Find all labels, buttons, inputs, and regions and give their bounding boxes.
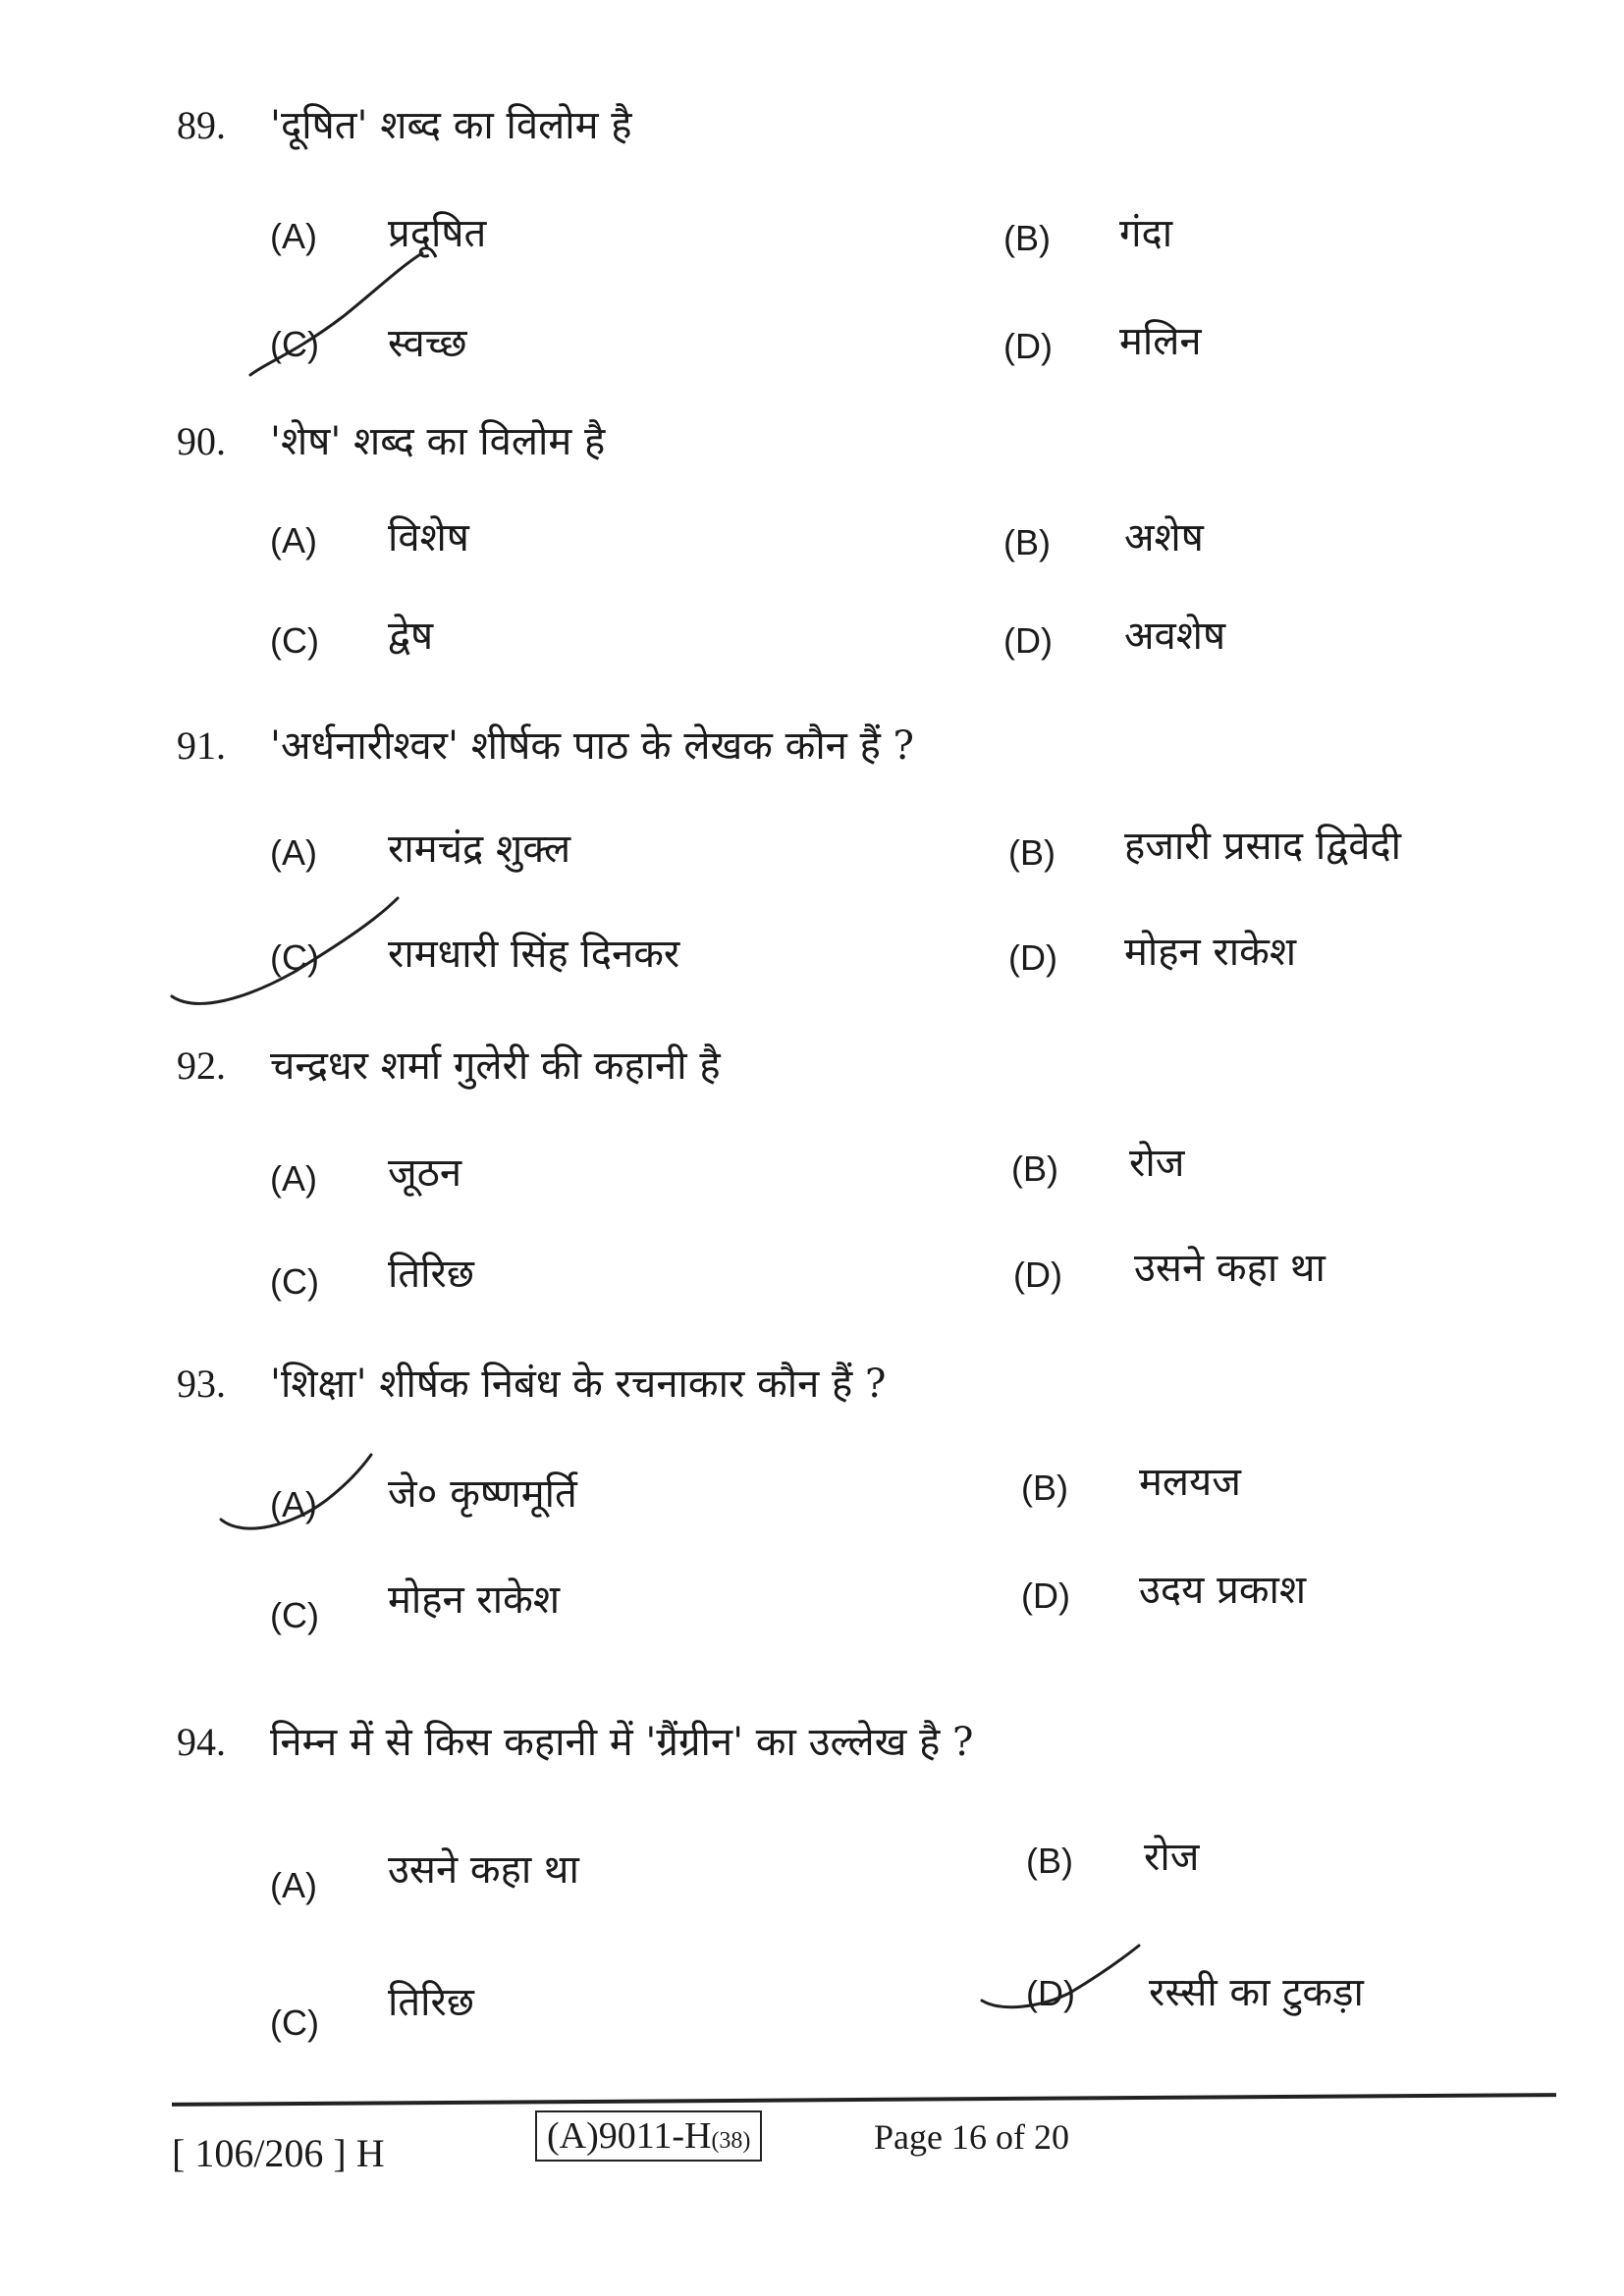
option-label: (A) — [270, 1158, 317, 1199]
option-text: रामचंद्र शुक्ल — [388, 827, 571, 872]
option-text: रामधारी सिंह दिनकर — [388, 932, 680, 977]
option-text: अशेष — [1124, 515, 1204, 561]
option-label: (B) — [1026, 1841, 1073, 1881]
option-text: तिरिछ — [388, 1980, 474, 2025]
footer-divider — [172, 2093, 1556, 2107]
question-89 — [177, 96, 631, 150]
option-label: (B) — [1011, 1148, 1058, 1189]
option-label: (A) — [270, 1484, 317, 1524]
option-text: मोहन राकेश — [1124, 930, 1297, 975]
question-91 — [177, 717, 914, 771]
option-label: (A) — [270, 832, 317, 873]
option-text: रोज — [1129, 1141, 1185, 1186]
option-label: (D) — [1008, 937, 1057, 978]
option-text: मलिन — [1119, 319, 1202, 364]
question-number: 91. — [177, 723, 226, 768]
option-text: स्वच्छ — [388, 321, 467, 366]
option-label: (C) — [270, 1261, 319, 1302]
option-text: हजारी प्रसाद द्विवेदी — [1124, 824, 1402, 869]
option-label: (D) — [1026, 1973, 1075, 2013]
question-number: 92. — [177, 1043, 226, 1088]
option-text: जे० कृष्णमूर्ति — [388, 1471, 577, 1517]
question-text: 'शेष' शब्द का विलोम है — [270, 419, 606, 464]
option-text: मोहन राकेश — [388, 1577, 561, 1623]
option-label: (A) — [270, 216, 317, 256]
option-label: (B) — [1021, 1468, 1068, 1508]
option-text: जूठन — [388, 1150, 462, 1196]
option-label: (D) — [1013, 1255, 1062, 1295]
option-label: (A) — [270, 1865, 317, 1905]
option-label: (A) — [270, 520, 317, 561]
question-94 — [177, 1713, 974, 1767]
question-text: 'शिक्षा' शीर्षक निबंध के रचनाकार कौन हैं ? — [270, 1362, 887, 1407]
question-text: निम्न में से किस कहानी में 'ग्रैंग्रीन' का उल्लेख है ? — [270, 1720, 974, 1765]
option-label: (B) — [1008, 832, 1056, 873]
option-text: रोज — [1144, 1835, 1200, 1880]
option-label: (D) — [1003, 620, 1053, 661]
question-92 — [177, 1037, 721, 1091]
question-text: 'दूषित' शब्द का विलोम है — [270, 103, 632, 148]
question-text: चन्द्रधर शर्मा गुलेरी की कहानी है — [270, 1043, 721, 1089]
question-number: 89. — [177, 103, 226, 147]
option-label: (B) — [1003, 522, 1051, 562]
option-text: मलयज — [1139, 1460, 1241, 1505]
paper-code: [ 106/206 ] H — [172, 2131, 385, 2175]
option-text: उसने कहा था — [388, 1847, 579, 1893]
option-label: (C) — [270, 1595, 319, 1635]
option-text: उदय प्रकाश — [1139, 1568, 1307, 1613]
series-code: (A)9011-H — [547, 2115, 712, 2157]
option-label: (C) — [270, 620, 319, 661]
question-text: 'अर्धनारीश्वर' शीर्षक पाठ के लेखक कौन हैं ? — [270, 723, 915, 769]
option-text: अवशेष — [1124, 614, 1226, 659]
option-text: तिरिछ — [388, 1252, 474, 1297]
page-number: Page 16 of 20 — [874, 2117, 1069, 2157]
option-text: रस्सी का टुकड़ा — [1149, 1970, 1364, 2015]
option-label: (C) — [270, 937, 319, 978]
option-label: (B) — [1003, 218, 1051, 258]
option-label: (C) — [270, 2002, 319, 2043]
option-text: गंदा — [1119, 211, 1173, 256]
question-number: 94. — [177, 1720, 226, 1764]
series-code-box — [535, 2110, 762, 2162]
option-label: (D) — [1003, 326, 1053, 366]
option-text: प्रदूषित — [388, 211, 487, 256]
option-label: (C) — [270, 324, 319, 364]
series-subcode: (38) — [711, 2128, 751, 2154]
question-93 — [177, 1355, 886, 1409]
question-number: 93. — [177, 1362, 226, 1406]
option-text: उसने कहा था — [1134, 1246, 1326, 1291]
question-number: 90. — [177, 419, 226, 463]
question-90 — [177, 412, 605, 466]
option-text: विशेष — [388, 515, 469, 561]
option-text: द्वेष — [388, 614, 434, 659]
option-label: (D) — [1021, 1575, 1070, 1616]
